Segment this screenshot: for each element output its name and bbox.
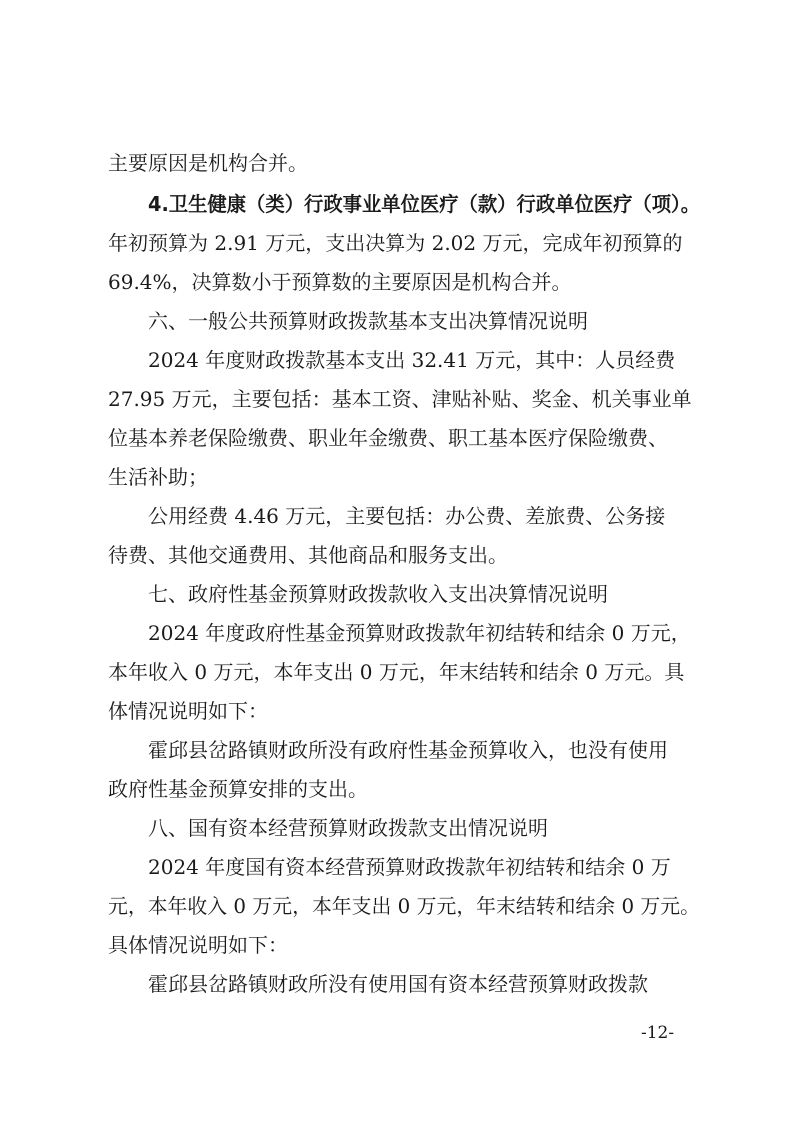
page-number: -12- bbox=[641, 1023, 675, 1043]
paragraph-line: 2024 年度国有资本经营预算财政拨款年初结转和结余 0 万 bbox=[148, 855, 671, 879]
paragraph-line: 2024 年度财政拨款基本支出 32.41 万元，其中：人员经费 bbox=[148, 348, 676, 372]
paragraph-line: 69.4%，决算数小于预算数的主要原因是机构合并。 bbox=[108, 270, 572, 294]
subsection-heading-4: 4.卫生健康（类）行政事业单位医疗（款）行政单位医疗（项）。 bbox=[148, 192, 701, 216]
paragraph-line: 政府性基金预算安排的支出。 bbox=[108, 777, 368, 801]
paragraph-line: 待费、其他交通费用、其他商品和服务支出。 bbox=[108, 543, 508, 567]
paragraph-line: 本年收入 0 万元，本年支出 0 万元，年末结转和结余 0 万元。具 bbox=[108, 660, 685, 684]
paragraph-line: 主要原因是机构合并。 bbox=[108, 151, 308, 175]
section-heading-8: 八、国有资本经营预算财政拨款支出情况说明 bbox=[148, 816, 548, 840]
paragraph-line: 27.95 万元，主要包括：基本工资、津贴补贴、奖金、机关事业单 bbox=[108, 387, 692, 411]
paragraph-line: 霍邱县岔路镇财政所没有使用国有资本经营预算财政拨款 bbox=[148, 972, 648, 996]
paragraph-line: 元，本年收入 0 万元，本年支出 0 万元，年末结转和结余 0 万元。 bbox=[108, 894, 700, 918]
paragraph-line: 具体情况说明如下： bbox=[108, 933, 288, 957]
paragraph-line: 生活补助； bbox=[108, 465, 208, 489]
paragraph-line: 2024 年度政府性基金预算财政拨款年初结转和结余 0 万元， bbox=[148, 621, 691, 645]
paragraph-line: 年初预算为 2.91 万元，支出决算为 2.02 万元，完成年初预算的 bbox=[108, 231, 683, 255]
paragraph-line: 公用经费 4.46 万元，主要包括：办公费、差旅费、公务接 bbox=[148, 504, 666, 528]
paragraph-line: 霍邱县岔路镇财政所没有政府性基金预算收入，也没有使用 bbox=[148, 738, 668, 762]
section-heading-7: 七、政府性基金预算财政拨款收入支出决算情况说明 bbox=[148, 582, 608, 606]
section-heading-6: 六、一般公共预算财政拨款基本支出决算情况说明 bbox=[148, 309, 588, 333]
paragraph-line: 体情况说明如下： bbox=[108, 699, 268, 723]
paragraph-line: 位基本养老保险缴费、职业年金缴费、职工基本医疗保险缴费、 bbox=[108, 426, 668, 450]
